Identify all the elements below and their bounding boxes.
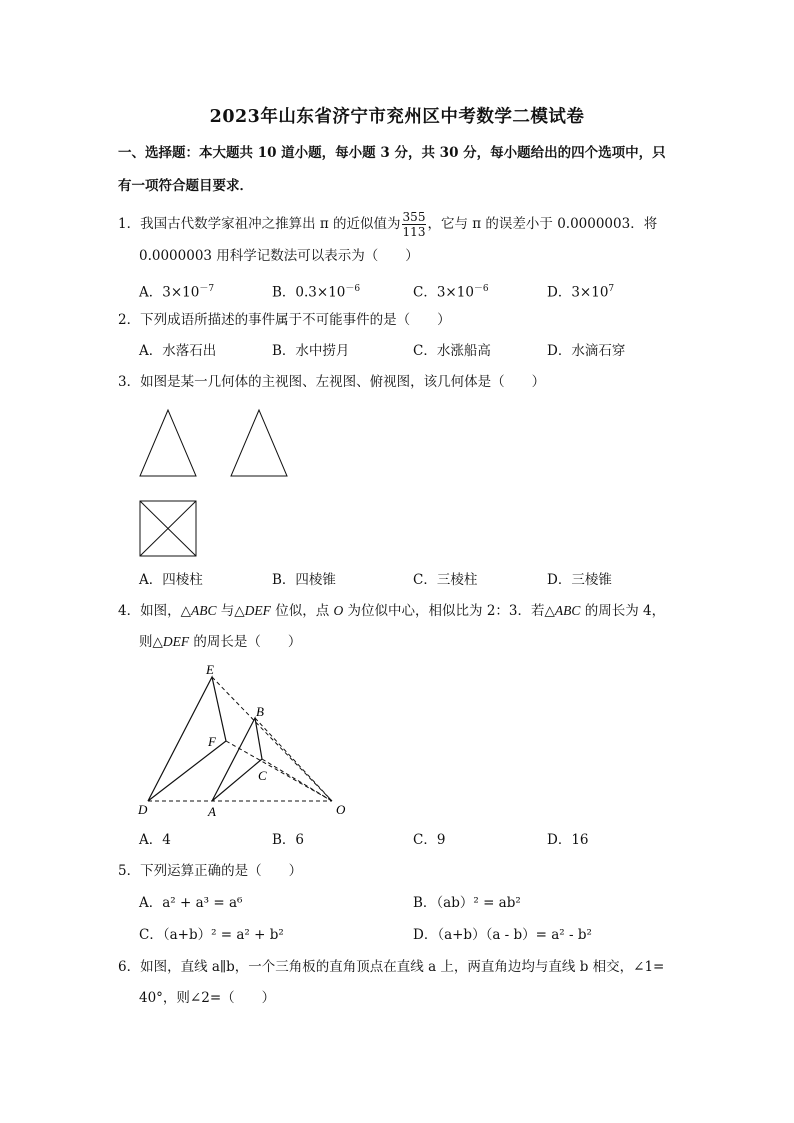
fraction-denominator: 113: [402, 225, 426, 239]
label-d: D: [138, 802, 148, 817]
side-view-triangle: [231, 410, 287, 476]
q2-option-b: B．水中捞月: [272, 343, 350, 359]
q4-def: DEF: [244, 603, 271, 618]
q4-text-1: 4．如图，△: [118, 603, 191, 619]
q1-stem-pre: 1．我国古代数学家祖冲之推算出 π 的近似值为: [118, 216, 401, 232]
q4-abc: ABC: [190, 603, 217, 618]
q4-abc-2: ABC: [554, 603, 581, 618]
q5-option-d: D．（a+b）（a - b）= a² - b²: [413, 927, 592, 943]
q4-text-3: 位似，点: [270, 603, 334, 619]
q3-option-c: C．三棱柱: [413, 572, 478, 588]
q1-option-b: [272, 279, 360, 303]
question-3-stem: 3．如图是某一几何体的主视图、左视图、俯视图，该几何体是（ ）: [118, 374, 546, 390]
q4-text-5: 的周长为 4，: [580, 603, 666, 619]
question-4-stem-line1: [118, 601, 665, 621]
q4-option-c: C．9: [413, 832, 446, 848]
q1-option-c-base: C．3×10: [413, 284, 474, 301]
front-view-triangle: [140, 410, 196, 476]
q1-option-a: [139, 279, 214, 303]
pi-fraction: [402, 210, 427, 239]
q1-option-d-base: D．3×10: [547, 284, 609, 301]
label-f: F: [208, 734, 216, 749]
q4-text-2: 与△: [216, 603, 245, 619]
q4-option-d: D．16: [547, 832, 589, 848]
question-5-stem: 5．下列运算正确的是（ ）: [118, 863, 303, 879]
q1-option-a-exp: －7: [199, 284, 215, 294]
ray-oe: [212, 677, 332, 801]
q1-option-c: [413, 279, 489, 303]
q4-text-7: 的周长是（ ）: [189, 634, 302, 650]
exam-title: 2023年山东省济宁市兖州区中考数学二模试卷: [209, 107, 585, 127]
q4-text-4: 为位似中心，相似比为 2：3．若△: [343, 603, 555, 619]
label-b: B: [256, 704, 264, 719]
label-c: C: [258, 768, 267, 783]
question-2-stem: 2．下列成语所描述的事件属于不可能事件的是（ ）: [118, 312, 451, 328]
q3-option-d: D．三棱锥: [547, 572, 612, 588]
q4-text-6: 则△: [139, 634, 163, 650]
q1-option-c-exp: －6: [473, 284, 489, 294]
q4-o: O: [333, 603, 344, 618]
q1-option-a-base: A．3×10: [139, 284, 200, 301]
q1-option-b-base: B．0.3×10: [272, 284, 346, 301]
three-view-figure: [130, 405, 300, 565]
triangle-abc: [212, 718, 262, 801]
question-4-stem-line2: [139, 632, 301, 652]
q3-option-b: B．四棱锥: [272, 572, 336, 588]
question-1-stem-line1: [118, 210, 657, 239]
q5-option-c: C．（a+b）² = a² + b²: [139, 927, 284, 943]
q2-option-d: D．水滴石穿: [547, 343, 626, 359]
label-e: E: [206, 662, 214, 677]
q5-option-b: B．（ab）² = ab²: [413, 895, 521, 911]
question-6-stem-line2: 40°，则∠2=（ ）: [139, 990, 276, 1006]
q1-option-d: [547, 279, 614, 303]
q4-option-b: B．6: [272, 832, 305, 848]
q3-option-a: A．四棱柱: [139, 572, 203, 588]
q2-option-c: C．水涨船高: [413, 343, 491, 359]
section-heading-line2: 有一项符合题目要求．: [118, 178, 253, 194]
q5-option-a: A．a² + a³ = a⁶: [139, 895, 243, 911]
q4-option-a: A．4: [139, 832, 171, 848]
q4-def-2: DEF: [162, 634, 190, 649]
q1-option-d-exp: 7: [608, 284, 615, 294]
q2-option-a: A．水落石出: [139, 343, 217, 359]
section-heading-line1: 一、选择题：本大题共 10 道小题，每小题 3 分，共 30 分，每小题给出的四个选项中，只: [118, 145, 666, 161]
q1-option-b-exp: －6: [345, 284, 361, 294]
question-6-stem-line1: 6．如图，直线 a∥b，一个三角板的直角顶点在直线 a 上，两直角边均与直线 b 相交，∠1=: [118, 959, 665, 975]
question-1-stem-line2: 0.0000003 用科学记数法可以表示为（ ）: [139, 248, 419, 264]
fraction-numerator: 355: [402, 210, 426, 224]
label-o: O: [336, 802, 346, 817]
q1-stem-post: ，它与 π 的误差小于 0.0000003．将: [427, 216, 658, 232]
label-a: A: [208, 804, 216, 819]
homothety-figure: [130, 660, 360, 820]
